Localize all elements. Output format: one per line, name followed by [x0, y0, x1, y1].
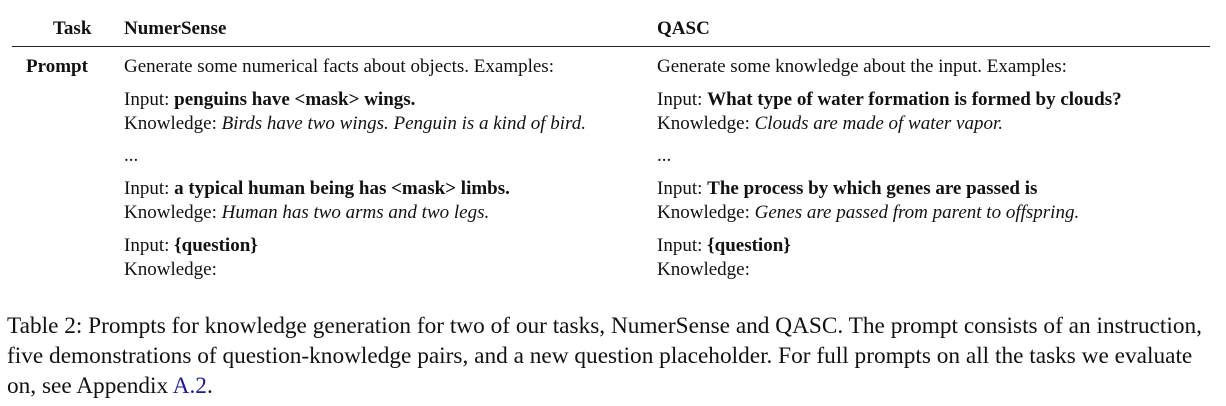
qasc-example-2-knowledge — [657, 201, 1079, 225]
input-label: Input: — [657, 178, 708, 199]
numersense-question-knowledge: Knowledge: — [124, 259, 217, 280]
knowledge-text: Clouds are made of water vapor. — [754, 113, 1004, 134]
knowledge-label: Knowledge: — [124, 113, 222, 134]
input-text: The process by which genes are passed is — [707, 178, 1038, 199]
qasc-ellipsis: ... — [657, 145, 672, 166]
knowledge-text: Human has two arms and two legs. — [221, 202, 490, 223]
qasc-example-1-input — [657, 88, 1122, 112]
knowledge-label: Knowledge: — [657, 113, 755, 134]
appendix-link[interactable]: A.2 — [172, 373, 207, 399]
header-task: Task — [53, 18, 92, 39]
caption-end: . — [206, 373, 213, 399]
input-text: penguins have <mask> wings. — [174, 89, 416, 110]
numersense-question-input — [124, 234, 258, 258]
knowledge-text: Genes are passed from parent to offspring. — [754, 202, 1080, 223]
input-label: Input: — [657, 89, 708, 110]
numersense-example-2-knowledge — [124, 201, 489, 225]
knowledge-text: Birds have two wings. Penguin is a kind of bird. — [221, 113, 586, 134]
knowledge-label: Knowledge: — [657, 202, 755, 223]
input-text: What type of water formation is formed by clouds? — [707, 89, 1122, 110]
caption-text: Table 2: Prompts for knowledge generation for two of our tasks, NumerSense and QASC. The prompt consists of an instruction, five demonstrations of question-knowledge pairs, and a new question placeholder. For full prompts on all the tasks we evaluate on, see Appendix — [7, 313, 1202, 399]
input-label: Input: — [124, 235, 175, 256]
numersense-example-2-input — [124, 177, 510, 201]
input-label: Input: — [124, 89, 175, 110]
qasc-question-knowledge: Knowledge: — [657, 259, 750, 280]
numersense-example-1-input — [124, 88, 415, 112]
header-qasc: QASC — [657, 18, 710, 39]
input-label: Input: — [124, 178, 175, 199]
numersense-instruction: Generate some numerical facts about objects. Examples: — [124, 56, 554, 77]
knowledge-label: Knowledge: — [124, 202, 222, 223]
header-numersense: NumerSense — [124, 18, 227, 39]
input-label: Input: — [657, 235, 708, 256]
qasc-instruction: Generate some knowledge about the input. Examples: — [657, 56, 1067, 77]
qasc-example-1-knowledge — [657, 112, 1003, 136]
qasc-example-2-input — [657, 177, 1037, 201]
qasc-question-input — [657, 234, 791, 258]
question-placeholder: {question} — [174, 235, 258, 256]
numersense-ellipsis: ... — [124, 145, 139, 166]
numersense-example-1-knowledge — [124, 112, 586, 136]
header-rule — [12, 46, 1210, 47]
question-placeholder: {question} — [707, 235, 791, 256]
input-text: a typical human being has <mask> limbs. — [174, 178, 510, 199]
table-caption — [7, 311, 1221, 401]
row-label-prompt: Prompt — [26, 56, 88, 77]
